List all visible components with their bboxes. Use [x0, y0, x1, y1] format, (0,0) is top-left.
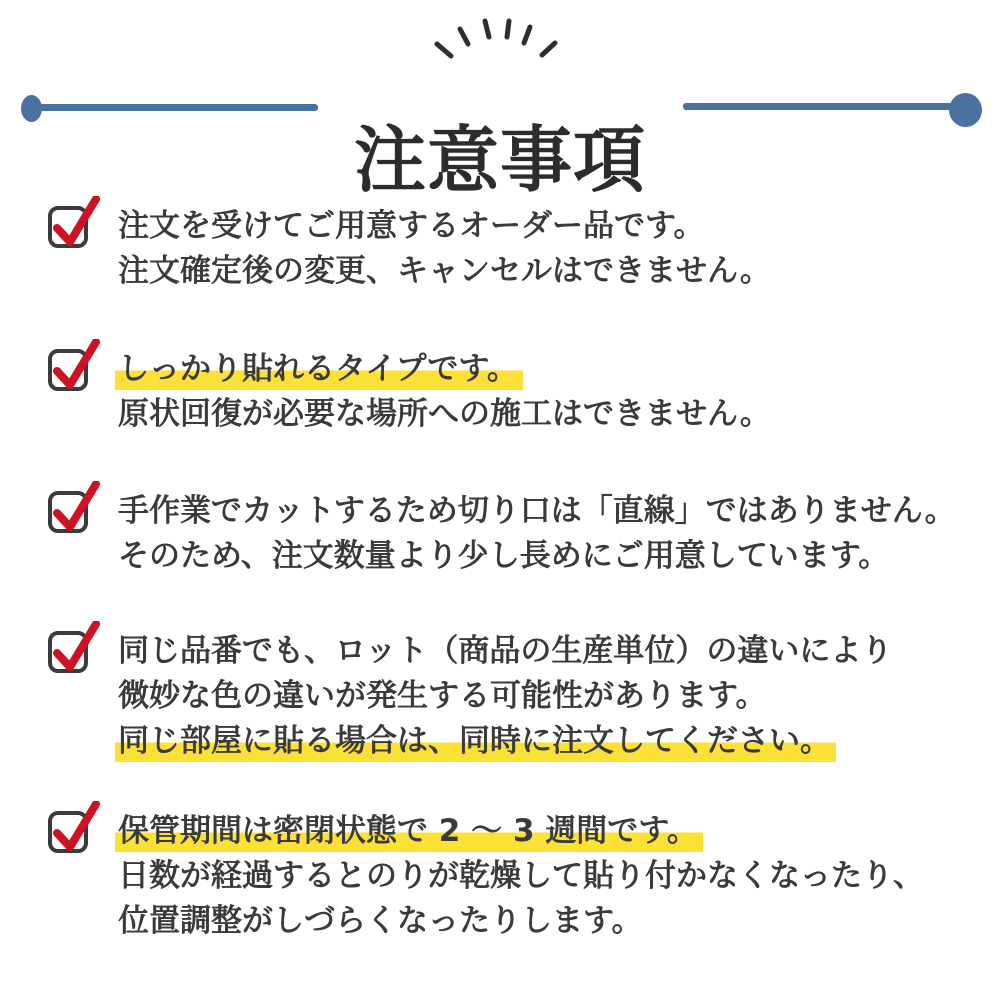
item-text	[118, 204, 771, 294]
plain-text: 微妙な色の違いが発生する可能性があります。	[118, 678, 767, 714]
checked-checkbox-icon	[46, 196, 104, 250]
item-text	[118, 809, 924, 944]
checked-checkbox-icon	[46, 621, 104, 675]
item-line	[118, 534, 956, 579]
checked-checkbox-icon	[46, 481, 104, 535]
item-line	[118, 347, 771, 392]
item-line	[118, 249, 771, 294]
plain-text: 注文を受けてご用意するオーダー品です。	[118, 208, 705, 244]
items-list	[46, 204, 980, 944]
plain-text: 手作業でカットするため切り口は「直線」ではありません。	[118, 493, 956, 529]
checked-checkbox-icon	[46, 801, 104, 855]
plain-text: 原状回復が必要な場所への施工はできません。	[118, 396, 771, 432]
item-line	[118, 854, 924, 899]
title-rule-right	[683, 103, 963, 110]
item-line	[118, 629, 892, 674]
item-text	[118, 629, 892, 764]
item-text	[118, 347, 771, 437]
item-text	[118, 489, 956, 579]
item-line	[118, 489, 956, 534]
list-item	[46, 489, 980, 579]
highlighted-text: 同じ部屋に貼る場合は、同時に注文してください。	[115, 723, 836, 762]
emphasis-lines-icon	[428, 14, 568, 64]
checked-checkbox-icon	[46, 339, 104, 393]
plain-text: 位置調整がしづらくなったりします。	[118, 903, 643, 939]
list-item	[46, 629, 980, 764]
plain-text: そのため、注文数量より少し長めにご用意しています。	[118, 538, 890, 574]
item-line	[118, 392, 771, 437]
list-item	[46, 204, 980, 294]
plain-text: 注文確定後の変更、キャンセルはできません。	[118, 253, 771, 289]
plain-text: 日数が経過するとのりが乾燥して貼り付かなくなったり、	[118, 858, 924, 894]
list-item	[46, 809, 980, 944]
highlighted-text: しっかり貼れるタイプです。	[115, 351, 523, 390]
page-title: 注意事項	[353, 118, 646, 203]
item-line	[118, 899, 924, 944]
item-line	[118, 674, 892, 719]
title-dot-right	[949, 93, 982, 127]
list-item	[46, 347, 980, 437]
title-rule-left	[32, 104, 318, 111]
item-line	[118, 204, 771, 249]
item-line	[118, 719, 892, 764]
plain-text: 同じ品番でも、ロット（商品の生産単位）の違いにより	[118, 633, 893, 669]
highlighted-text: 保管期間は密閉状態で 2 〜 3 週間です。	[115, 813, 703, 852]
item-line	[118, 809, 924, 854]
